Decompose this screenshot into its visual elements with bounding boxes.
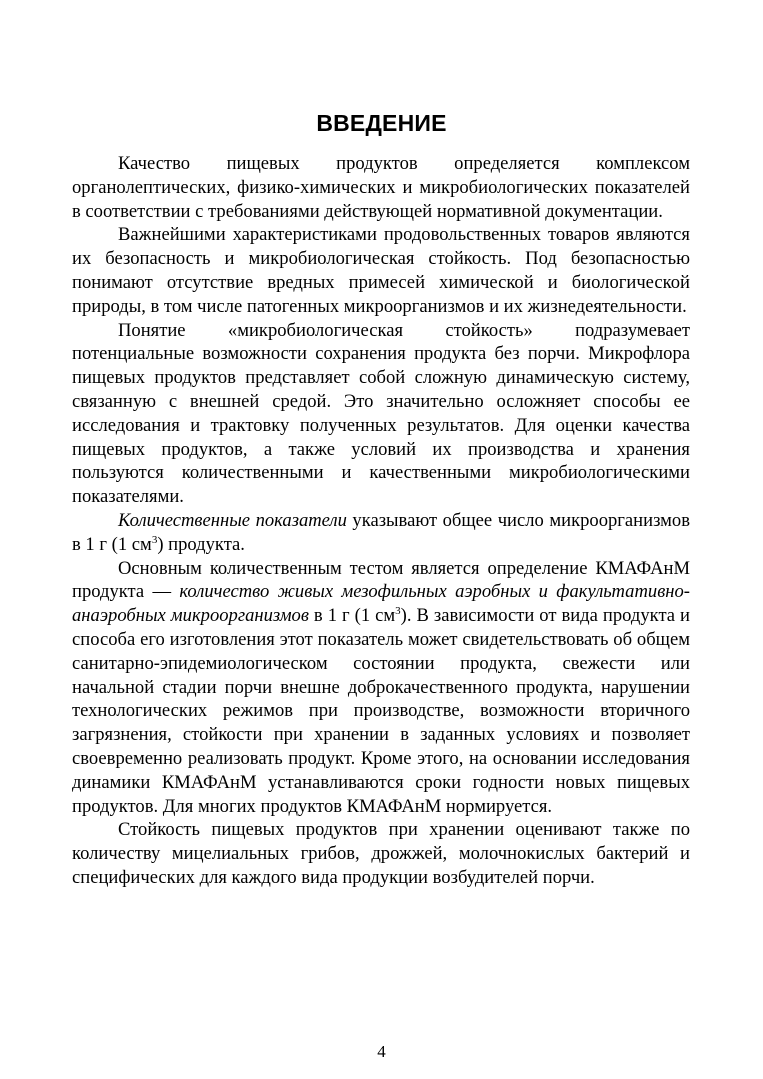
paragraph-text-fragment: ) продукта.	[157, 533, 245, 555]
page-title: ВВЕДЕНИЕ	[316, 110, 447, 136]
paragraph-storage-stability: Стойкость пищевых продуктов при хранении оценивают также по количеству мицелиальных грибов, дрожжей, молочнокислых бактерий и специфических для каждого вида продукции возбудителей порчи.	[72, 819, 690, 888]
paragraph-safety: Важнейшими характеристиками продовольственных товаров являются их безопасность и микробиологическая стойкость. Под безопасностью понимают отсутствие вредных примесей химической и биологической природы, в том числе патогенных микроорганизмов и их жизнедеятельности.	[72, 224, 690, 317]
paragraph-quantitative-indicators	[72, 509, 690, 557]
paragraph-text-fragment: ). В зависимости от вида продукта и способа его изготовления этот показатель может свидетельствовать об общем санитарно-эпидемиологическом состоянии продукта, свежести или начальной стадии порчи внешне доброкачественного продукта, нарушении технологических режимов при производстве, возможности вторичного загрязнения, стойкости при хранении в заданных условиях и позволяет своевременно реализовать продукт. Кроме этого, на основании исследования динамики КМАФАнМ устанавливаются сроки годности новых пищевых продуктов. Для многих продуктов КМАФАнМ нормируется.	[72, 605, 691, 817]
paragraph-text-fragment: Основным количественным тестом является определение КМАФАнМ продукта —	[72, 557, 690, 603]
page-number: 4	[377, 1042, 386, 1061]
body-text	[72, 152, 690, 890]
term-kmafanm-definition: количество живых мезофильных аэробных и факультативно-анаэробных микроорганизмов	[72, 581, 690, 627]
term-quantitative-indicators: Количественные показатели	[118, 509, 347, 531]
superscript-cubic: 3	[151, 533, 158, 546]
paragraph-text-fragment: в 1 г (1 см	[308, 605, 396, 627]
paragraph-kmafanm	[72, 557, 690, 819]
superscript-cubic: 3	[395, 604, 401, 617]
paragraph-quality: Качество пищевых продуктов определяется комплексом органолептических, физико-химических и микробиологических показателей в соответствии с требованиями действующей нормативной документации.	[72, 153, 690, 222]
paragraph-microbiological-stability: Понятие «микробиологическая стойкость» подразумевает потенциальные возможности сохранения продукта без порчи. Микрофлора пищевых продуктов представляет собой сложную динамическую систему, связанную с внешней средой. Это значительно осложняет способы ее исследования и трактовку полученных результатов. Для оценки качества пищевых продуктов, а также условий их производства и хранения пользуются количественными и качественными микробиологическими показателями.	[72, 319, 690, 508]
paragraph-text-fragment: указывают общее число микроорганизмов в 1 г (1 см	[72, 509, 690, 555]
